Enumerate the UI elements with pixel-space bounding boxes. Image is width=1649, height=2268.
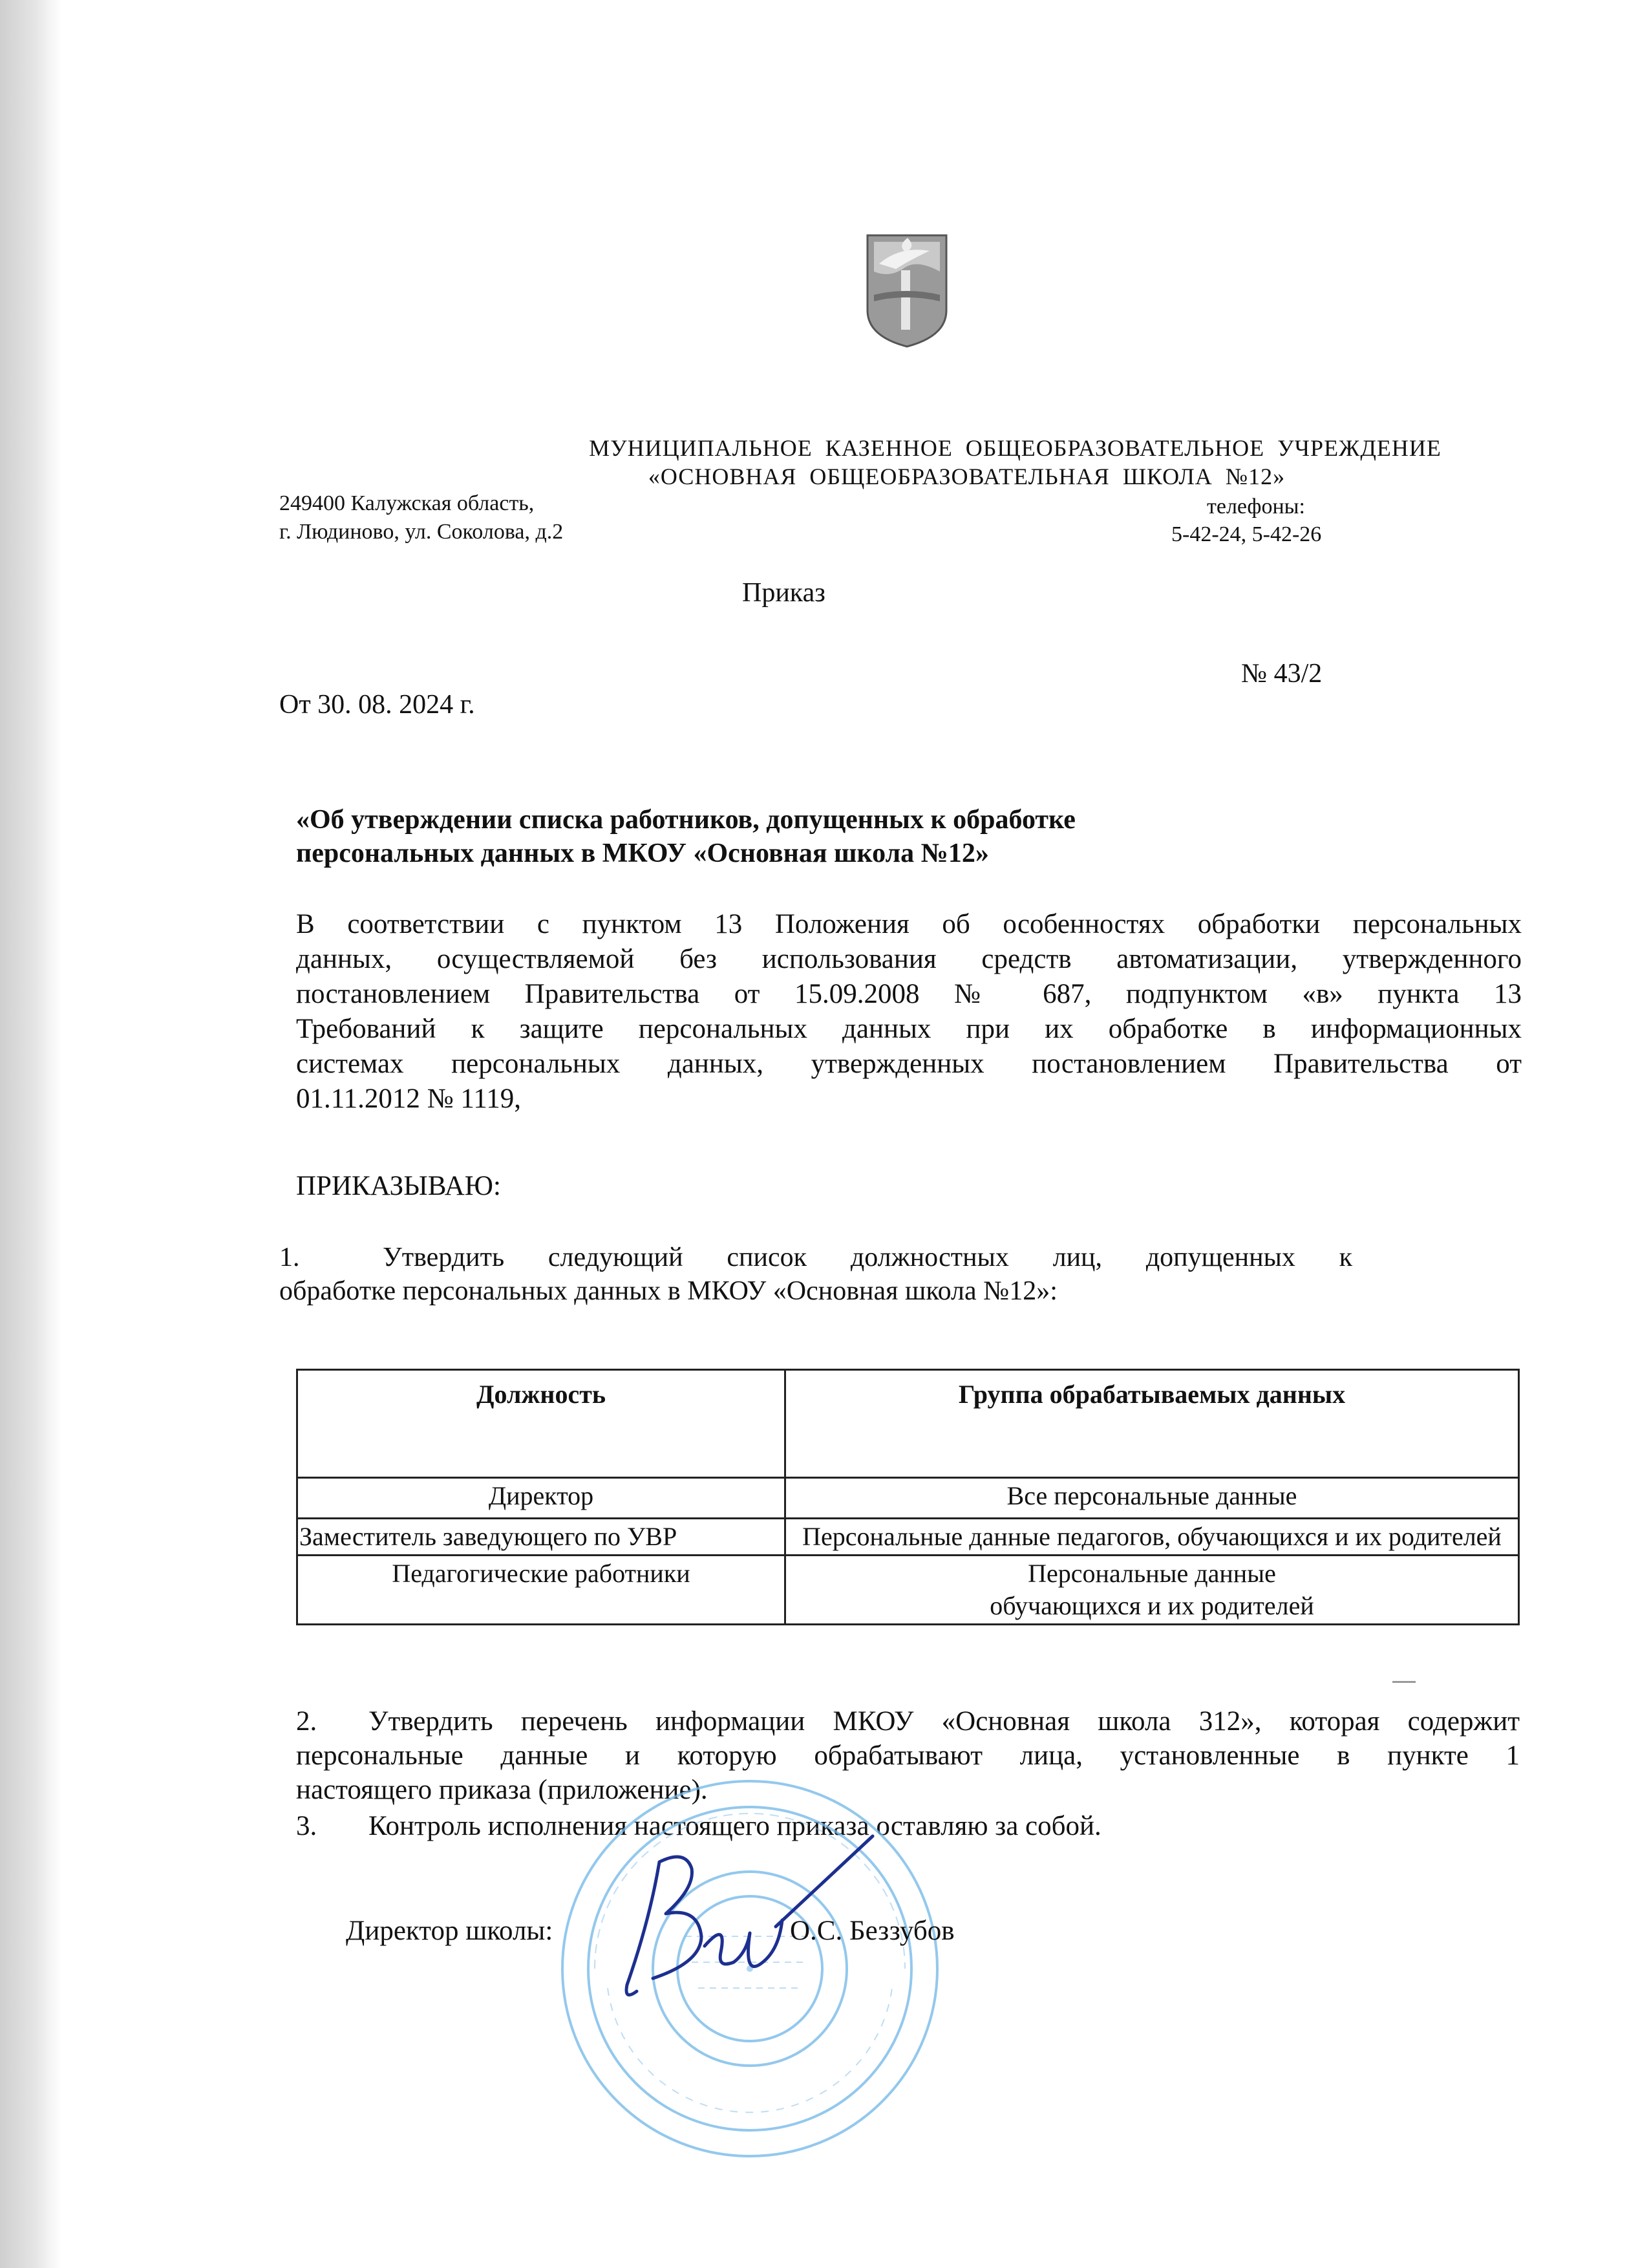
item-number: 1. <box>279 1243 300 1272</box>
order-date: От 30. 08. 2024 г. <box>279 690 475 720</box>
org-name-line-2: «ОСНОВНАЯ ОБЩЕОБРАЗОВАТЕЛЬНАЯ ШКОЛА №12» <box>648 464 1286 489</box>
access-roles-table <box>296 1369 1520 1625</box>
coat-of-arms-icon <box>865 233 949 348</box>
basis-line: Требований к защите персональных данных при их обработке в информационных <box>296 1014 1522 1044</box>
cell-position: Педагогические работники <box>297 1556 785 1625</box>
item-2-line-3: настоящего приказа (приложение). <box>296 1775 708 1805</box>
order-item-1 <box>279 1241 1352 1308</box>
address-line-2: г. Людиново, ул. Соколова, д.2 <box>279 520 564 544</box>
order-directive-word: ПРИКАЗЫВАЮ: <box>296 1171 501 1201</box>
scan-speck <box>1392 1681 1416 1683</box>
order-number: № 43/2 <box>1241 659 1323 689</box>
address-line-1: 249400 Калужская область, <box>279 491 535 515</box>
item-3-text: Контроль исполнения настоящего приказа оставляю за собой. <box>368 1811 1101 1841</box>
subject-line-1: «Об утверждении списка работников, допущенных к обработке <box>296 805 1076 835</box>
org-address <box>279 489 563 546</box>
table-row <box>297 1478 1519 1519</box>
item-number: 2. <box>296 1706 317 1737</box>
table-row <box>297 1556 1519 1625</box>
order-subject <box>296 803 1266 870</box>
column-header-position: Должность <box>297 1370 785 1478</box>
item-2-line-2: персональные данные и которую обрабатывают лица, установленные в пункте 1 <box>296 1740 1520 1771</box>
item-2-line-1: Утвердить перечень информации МКОУ «Основная школа 312», которая содержит <box>368 1706 1520 1737</box>
column-header-data-group: Группа обрабатываемых данных <box>785 1370 1519 1478</box>
cell-data-group: Персональные данные обучающихся и их родителей <box>785 1556 1519 1625</box>
scan-shadow-edge <box>0 0 62 2268</box>
basis-line: системах персональных данных, утвержденных постановлением Правительства от <box>296 1049 1522 1079</box>
basis-line: 01.11.2012 № 1119, <box>296 1084 521 1114</box>
item-1-line-1: Утвердить следующий список должностных лиц, допущенных к <box>383 1243 1352 1272</box>
cell-data-group: Все персональные данные <box>785 1478 1519 1519</box>
table-header-row <box>297 1370 1519 1478</box>
cell-data-group: Персональные данные педагогов, обучающихся и их родителей <box>785 1519 1519 1556</box>
phones-label: телефоны: <box>1207 495 1305 519</box>
basis-line: постановлением Правительства от 15.09.2008 № 687, подпунктом «в» пункта 13 <box>296 979 1522 1009</box>
org-name-line-1: МУНИЦИПАЛЬНОЕ КАЗЕННОЕ ОБЩЕОБРАЗОВАТЕЛЬНОЕ УЧРЕЖДЕНИЕ <box>589 435 1442 461</box>
basis-line: В соответствии с пунктом 13 Положения об особенностях обработки персональных <box>296 909 1522 939</box>
cell-position: Директор <box>297 1478 785 1519</box>
item-1-line-2: обработке персональных данных в МКОУ «Основная школа №12»: <box>279 1276 1058 1306</box>
subject-line-2: персональных данных в МКОУ «Основная школа №12» <box>296 839 989 868</box>
signature-position: Директор школы: <box>346 1916 553 1946</box>
table-row <box>297 1519 1519 1556</box>
document-title: Приказ <box>742 578 825 608</box>
cell-position: Заместитель заведующего по УВР <box>297 1519 785 1556</box>
legal-basis-paragraph <box>296 907 1522 1117</box>
item-number: 3. <box>296 1811 317 1841</box>
basis-line: данных, осуществляемой без использования средств автоматизации, утвержденного <box>296 944 1522 974</box>
signature-name: О.С. Беззубов <box>790 1916 955 1946</box>
phone-numbers: 5-42-24, 5-42-26 <box>1171 522 1322 546</box>
